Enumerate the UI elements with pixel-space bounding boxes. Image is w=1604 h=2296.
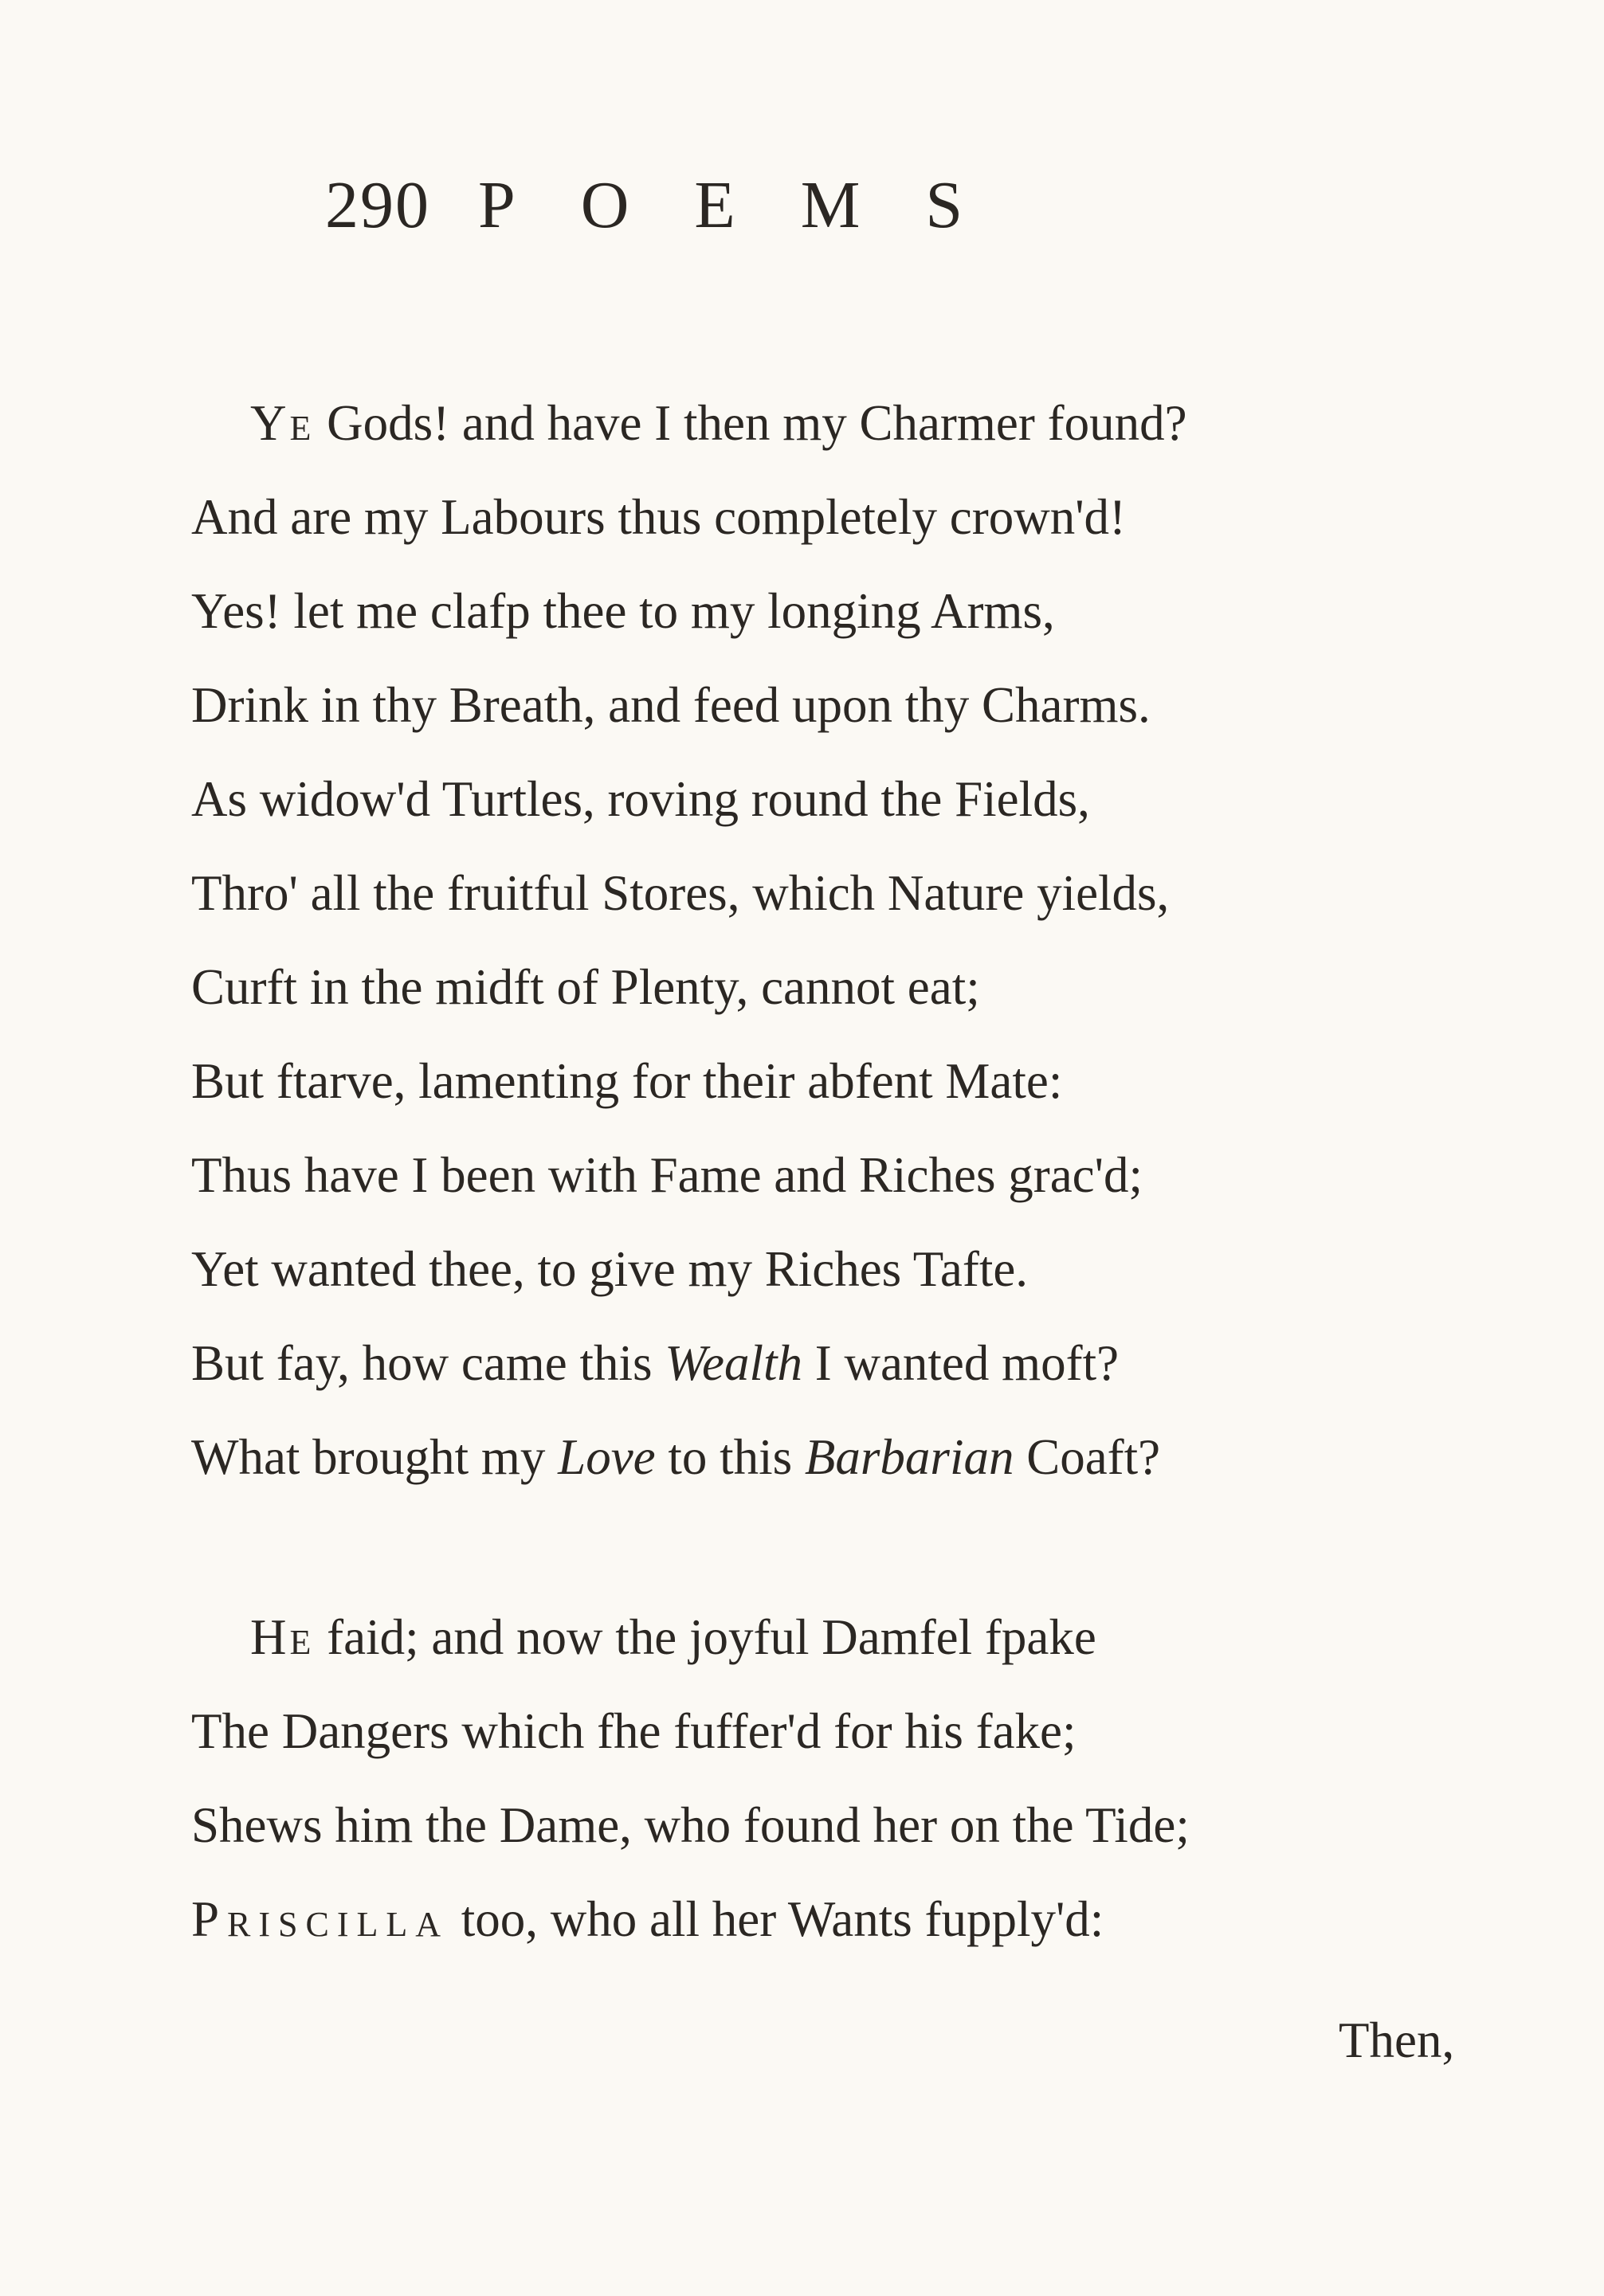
- poem-line: Thro' all the fruitful Stores, which Nature yields,: [191, 865, 1170, 921]
- poem-line: [191, 376, 1482, 470]
- line-text: too, who all her Wants fupply'd:: [449, 1891, 1104, 1947]
- line-text: Gods! and have I then my Charmer found?: [314, 395, 1187, 451]
- poem-line: But ftarve, lamenting for their abfent Mate:: [191, 1053, 1063, 1109]
- italic-word: Wealth: [665, 1335, 802, 1391]
- poem-line: The Dangers which fhe fuffer'd for his fake;: [191, 1703, 1077, 1759]
- line-text: faid; and now the joyful Damfel fpake: [314, 1609, 1096, 1665]
- poem-line: Thus have I been with Fame and Riches grac'd;: [191, 1147, 1143, 1203]
- line-text: I wanted moft?: [802, 1335, 1120, 1391]
- stanza-1: [191, 376, 1482, 1504]
- catchword: Then,: [1339, 2012, 1455, 2068]
- poem-line: Yet wanted thee, to give my Riches Tafte.: [191, 1241, 1029, 1297]
- poem-line: [191, 1872, 1482, 1966]
- line-text: But fay, how came this: [191, 1335, 665, 1391]
- running-head: [0, 166, 1604, 253]
- character-name: Priscilla: [191, 1891, 449, 1947]
- line-text: What brought my: [191, 1429, 559, 1485]
- poem-line: And are my Labours thus completely crown'd!: [191, 489, 1127, 545]
- opening-word: He: [250, 1609, 315, 1665]
- stanza-2: [191, 1590, 1482, 1966]
- poem-line: As widow'd Turtles, roving round the Fields,: [191, 771, 1090, 827]
- line-text: to this: [655, 1429, 805, 1485]
- italic-word: Barbarian: [804, 1429, 1014, 1485]
- poem-line: Drink in thy Breath, and feed upon thy Charms.: [191, 677, 1151, 733]
- line-text: Coaft?: [1014, 1429, 1161, 1485]
- poem-line: [191, 1590, 1482, 1684]
- page-number: 290: [325, 168, 430, 242]
- opening-word: Ye: [250, 395, 315, 451]
- poem-line: [191, 1410, 1482, 1504]
- poem-line: Shews him the Dame, who found her on the Tide;: [191, 1797, 1190, 1853]
- italic-word: Love: [558, 1429, 656, 1485]
- poem-line: [191, 1316, 1482, 1410]
- poem-line: Curft in the midft of Plenty, cannot eat;: [191, 959, 980, 1015]
- poem-line: Yes! let me clafp thee to my longing Arms,: [191, 583, 1055, 639]
- running-title: POEMS: [478, 168, 1029, 242]
